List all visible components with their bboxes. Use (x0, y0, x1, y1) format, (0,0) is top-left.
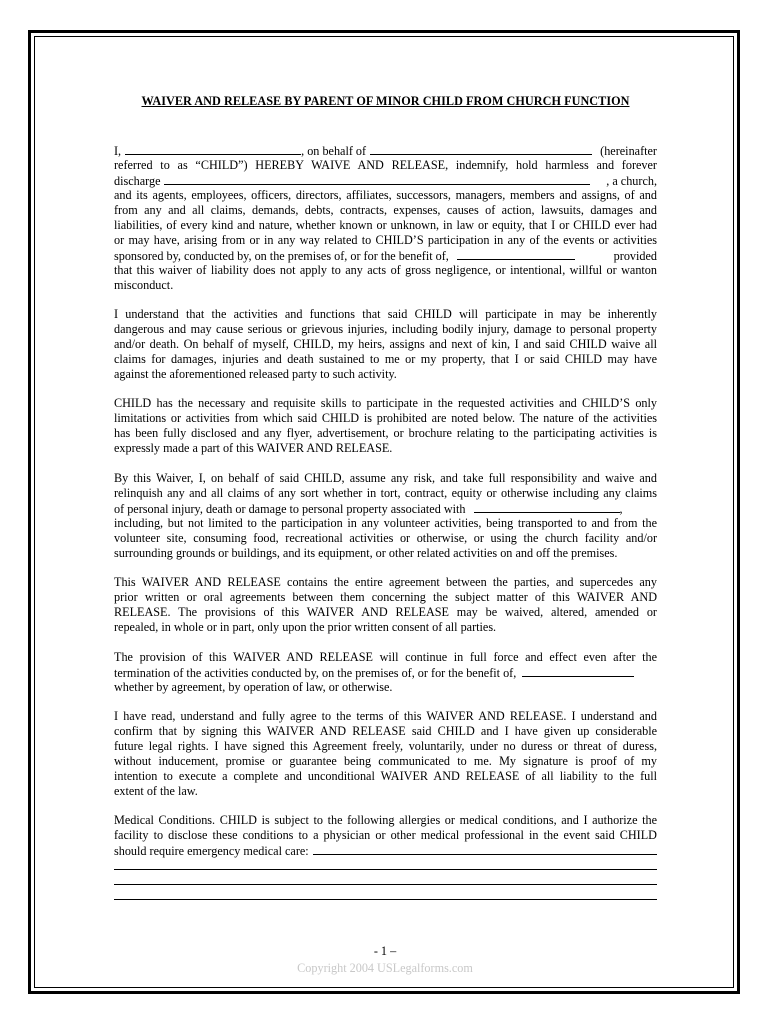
paragraph-entire-agreement (114, 575, 657, 635)
copyright-notice: Copyright 2004 USLegalforms.com (297, 961, 473, 975)
p1-line3-end: , a church, (606, 174, 657, 188)
paragraph-release (114, 143, 657, 293)
p4-line1: By this Waiver, I, on behalf of said CHILD, assume any risk, and take full responsibility and waive and (114, 471, 657, 485)
p3-line4: expressly made a part of this WAIVER AND RELEASE. (114, 441, 393, 455)
p5-line1: This WAIVER AND RELEASE contains the entire agreement between the parties, and supercedes any (114, 575, 657, 589)
paragraph-assume-risk (114, 471, 657, 561)
p1-line5: from any and all claims, demands, debts, contracts, expenses, causes of action, lawsuits, damages and (114, 203, 657, 217)
parent-name-blank[interactable] (125, 143, 301, 155)
p2-line1: I understand that the activities and functions that said CHILD will participate in may be inherently (114, 307, 657, 321)
p6-line2-start: termination of the activities conducted by, on the premises of, or for the benefit of, (114, 666, 517, 680)
paragraph-medical-conditions (114, 813, 657, 858)
p4-line3-start: of personal injury, death or damage to personal property associated with (114, 502, 466, 516)
p4-line2: relinquish any and all claims of any sort whether in tort, contract, equity or otherwise including any claims (114, 486, 657, 500)
p4-line5: volunteer site, consuming food, recreational activities or otherwise, or using the church facility and/or (114, 531, 657, 545)
benefit-of-blank-2[interactable] (522, 665, 634, 677)
p1-line6: liabilities, of every kind and nature, whether known or unknown, in law or equity, that I or CHILD ever had (114, 218, 657, 232)
medical-conditions-blank[interactable] (313, 843, 657, 855)
p7-line1: I have read, understand and fully agree to the terms of this WAIVER AND RELEASE. I understand and (114, 709, 657, 723)
p5-line3: RELEASE. The provisions of this WAIVER AND RELEASE may be waived, altered, amended or (114, 605, 657, 619)
paragraph-skills (114, 396, 657, 456)
medical-line-2[interactable] (114, 869, 657, 870)
p1-line4: and its agents, employees, officers, directors, affiliates, successors, managers, members and assigns, of and (114, 188, 657, 202)
child-name-blank[interactable] (370, 143, 592, 155)
p1-line3-start: discharge (114, 174, 161, 188)
p7-line4: without inducement, promise or guarantee being communicated to me. My signature is proof of my (114, 754, 657, 768)
medical-line-3[interactable] (114, 884, 657, 885)
p5-line2: prior written or oral agreements between them concerning the subject matter of this WAIVER AND (114, 590, 657, 604)
p3-line1: CHILD has the necessary and requisite skills to participate in the requested activities and CHILD’S only (114, 396, 657, 410)
p6-line3: whether by agreement, by operation of law, or otherwise. (114, 680, 393, 694)
p1-line1-mid: , on behalf of (301, 144, 367, 158)
p2-line3: and/or death. On behalf of myself, CHILD, my heirs, assigns and next of kin, I and said CHILD waive all (114, 337, 657, 351)
paragraph-acknowledgement (114, 709, 657, 799)
p1-line8-start: sponsored by, conducted by, on the premises of, or for the benefit of, (114, 249, 449, 263)
p7-line6: extent of the law. (114, 784, 198, 798)
p4-line3-end: , (619, 502, 623, 516)
paragraph-risk (114, 307, 657, 382)
paragraph-continuation (114, 650, 657, 695)
p1-line1-start: I, (114, 144, 122, 158)
p2-line5: against the aforementioned released party to such activity. (114, 367, 397, 381)
p1-line1-end: (hereinafter (600, 144, 657, 158)
p4-line4: including, but not limited to the participation in any volunteer activities, being transported to and from the (114, 516, 657, 530)
p8-line3: should require emergency medical care: (114, 844, 309, 858)
church-name-blank[interactable] (164, 173, 590, 185)
p7-line5: intention to execute a complete and unconditional WAIVER AND RELEASE of all liability to the full (114, 769, 657, 783)
medical-line-4[interactable] (114, 899, 657, 900)
p4-line6: surrounding grounds or buildings, and its equipment, or other related activities on and off the premises. (114, 546, 618, 560)
p5-line4: repealed, in whole or in part, only upon the prior written consent of all parties. (114, 620, 497, 634)
p8-line2: facility to disclose these conditions to a physician or other medical professional in the event said CHILD (114, 828, 657, 842)
p1-line9: that this waiver of liability does not apply to any acts of gross negligence, or intentional, willful or wanton (114, 263, 657, 277)
document-title: WAIVER AND RELEASE BY PARENT OF MINOR CHILD FROM CHURCH FUNCTION (141, 94, 630, 108)
p3-line2: limitations or activities from which said CHILD is prohibited are noted below. The nature of the activities (114, 411, 657, 425)
p8-line1: Medical Conditions. CHILD is subject to the following allergies or medical conditions, and I authorize the (114, 813, 657, 827)
p3-line3: has been fully disclosed and any flyer, advertisement, or brochure relating to the participating activities is (114, 426, 657, 440)
p6-line1: The provision of this WAIVER AND RELEASE will continue in full force and effect even after the (114, 650, 657, 664)
p2-line2: dangerous and may cause serious or grievous injuries, including bodily injury, damage to personal property (114, 322, 657, 336)
benefit-of-blank-1[interactable] (457, 248, 575, 260)
p2-line4: claims for damages, injuries and death sustained to me or my property, that I or said CHILD may have (114, 352, 657, 366)
associated-with-blank[interactable] (474, 501, 620, 513)
p1-line7: or may have, arising from or in any way related to CHILD’S participation in any of the events or activities (114, 233, 657, 247)
p1-line2: referred to as “CHILD”) HEREBY WAIVE AND RELEASE, indemnify, hold harmless and forever (114, 158, 657, 172)
p7-line3: future legal rights. I have signed this Agreement freely, voluntarily, under no duress or threat of duress, (114, 739, 657, 753)
p1-line10: misconduct. (114, 278, 174, 292)
p7-line2: confirm that by signing this WAIVER AND RELEASE said CHILD and I have given up considerable (114, 724, 657, 738)
page-number: - 1 – (373, 944, 397, 958)
p1-line8-end: provided (613, 249, 657, 263)
